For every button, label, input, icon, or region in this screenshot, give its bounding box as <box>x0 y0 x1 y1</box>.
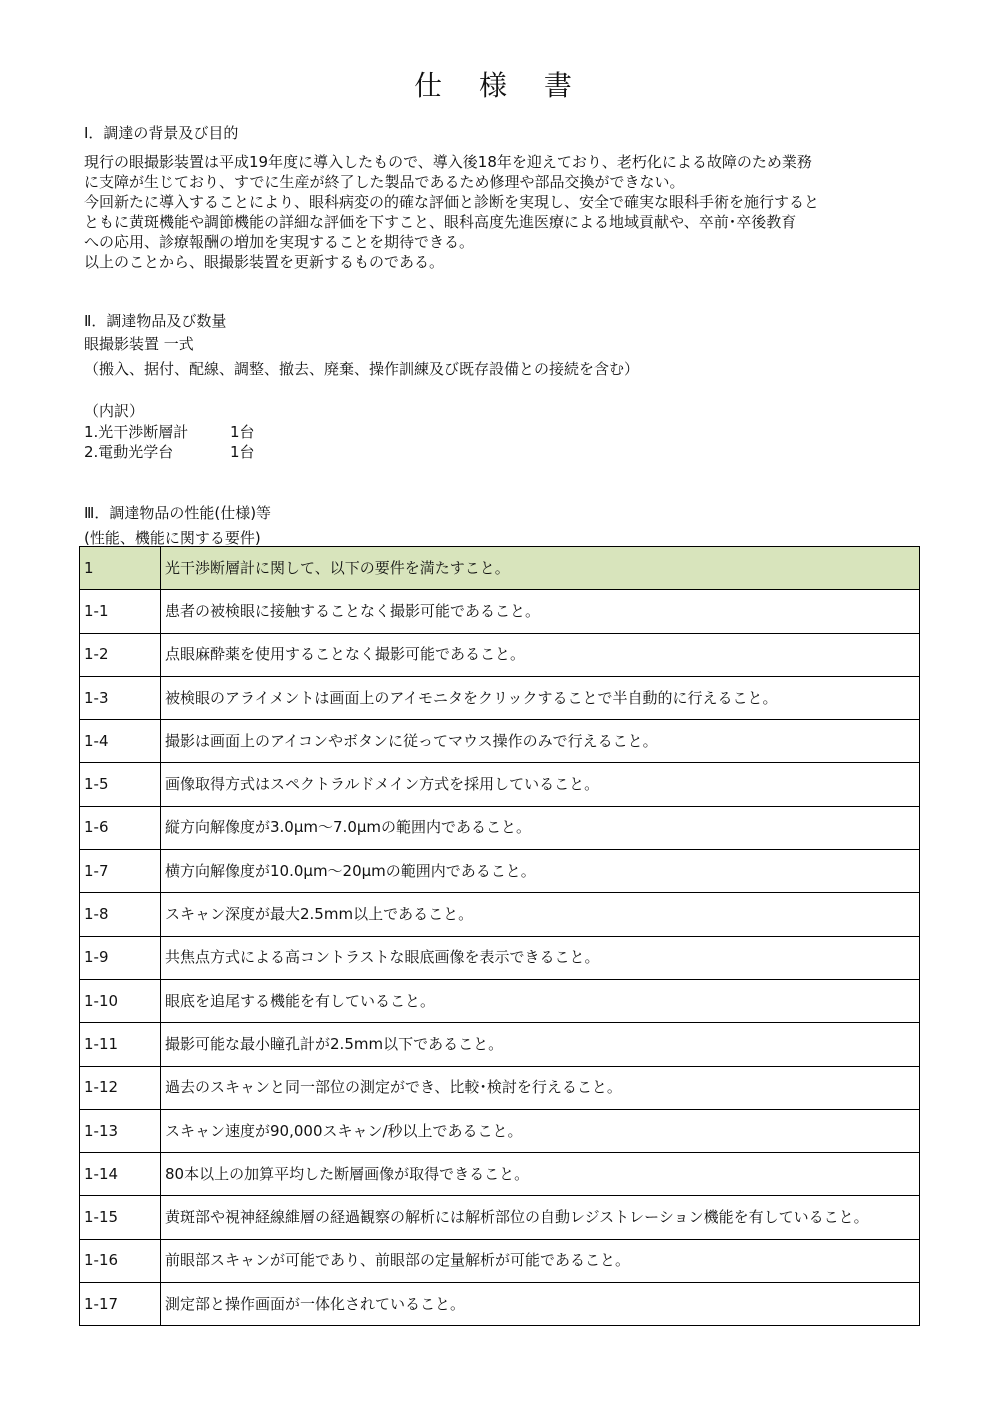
breakdown-item-qty: 1台 <box>230 443 255 461</box>
spec-number: 1-5 <box>80 763 161 806</box>
spec-number: 1-2 <box>80 633 161 676</box>
spec-table-row <box>80 979 920 1022</box>
spec-table-row <box>80 720 920 763</box>
spec-text: 患者の被検眼に接触することなく撮影可能であること。 <box>161 590 920 633</box>
spec-text: 点眼麻酔薬を使用することなく撮影可能であること。 <box>161 633 920 676</box>
spec-text: 黄斑部や視神経線維層の経過観察の解析には解析部位の自動レジストレーション機能を有していること。 <box>161 1196 920 1239</box>
spec-text: 横方向解像度が10.0μm～20μmの範囲内であること。 <box>161 850 920 893</box>
spec-number: 1-8 <box>80 893 161 936</box>
page-title: 仕 様 書 <box>414 69 586 102</box>
section2-heading: Ⅱ．調達物品及び数量 <box>84 312 227 330</box>
spec-number: 1-13 <box>80 1109 161 1152</box>
spec-table-row <box>80 1066 920 1109</box>
section1-line: 現行の眼撮影装置は平成19年度に導入したもので、導入後18年を迎えており、老朽化による故障のため業務 <box>84 153 812 171</box>
spec-number: 1-10 <box>80 979 161 1022</box>
spec-number: 1-3 <box>80 676 161 719</box>
spec-table-row <box>80 936 920 979</box>
spec-number: 1 <box>80 547 161 590</box>
spec-table-row <box>80 1239 920 1282</box>
spec-table-row <box>80 633 920 676</box>
spec-text: 測定部と操作画面が一体化されていること。 <box>161 1283 920 1326</box>
section3-subheading: (性能、機能に関する要件) <box>84 529 261 547</box>
procurement-note: （搬入、据付、配線、調整、撤去、廃棄、操作訓練及び既存設備との接続を含む） <box>84 360 640 378</box>
spec-number: 1-9 <box>80 936 161 979</box>
section1-line: 以上のことから、眼撮影装置を更新するものである。 <box>84 253 445 271</box>
spec-table-header-row <box>80 547 920 590</box>
section1-line: 今回新たに導入することにより、眼科病変の的確な評価と診断を実現し、安全で確実な眼科手術を施行すると <box>84 193 820 211</box>
spec-number: 1-7 <box>80 850 161 893</box>
section1-line: ともに黄斑機能や調節機能の詳細な評価を下すこと、眼科高度先進医療による地域貢献や、卒前･卒後教育 <box>84 213 797 231</box>
spec-number: 1-11 <box>80 1023 161 1066</box>
spec-text: スキャン速度が90,000スキャン/秒以上であること。 <box>161 1109 920 1152</box>
breakdown-item-qty: 1台 <box>230 423 255 441</box>
spec-text: 共焦点方式による高コントラストな眼底画像を表示できること。 <box>161 936 920 979</box>
spec-text: 画像取得方式はスペクトラルドメイン方式を採用していること。 <box>161 763 920 806</box>
spec-table-row <box>80 590 920 633</box>
spec-text: スキャン深度が最大2.5mm以上であること。 <box>161 893 920 936</box>
spec-text: 眼底を追尾する機能を有していること。 <box>161 979 920 1022</box>
spec-text: 縦方向解像度が3.0μm～7.0μmの範囲内であること。 <box>161 806 920 849</box>
spec-number: 1-15 <box>80 1196 161 1239</box>
spec-number: 1-12 <box>80 1066 161 1109</box>
breakdown-item-name: 2.電動光学台 <box>84 443 174 461</box>
spec-table-row <box>80 893 920 936</box>
breakdown-item-name: 1.光干渉断層計 <box>84 423 189 441</box>
spec-number: 1-17 <box>80 1283 161 1326</box>
spec-number: 1-6 <box>80 806 161 849</box>
procurement-item: 眼撮影装置 一式 <box>84 335 194 353</box>
spec-text: 被検眼のアライメントは画面上のアイモニタをクリックすることで半自動的に行えること。 <box>161 676 920 719</box>
spec-number: 1-14 <box>80 1153 161 1196</box>
section3-heading: Ⅲ．調達物品の性能(仕様)等 <box>84 504 272 522</box>
spec-text: 撮影は画面上のアイコンやボタンに従ってマウス操作のみで行えること。 <box>161 720 920 763</box>
spec-table-row <box>80 1196 920 1239</box>
spec-text: 過去のスキャンと同一部位の測定ができ、比較･検討を行えること。 <box>161 1066 920 1109</box>
spec-table-row <box>80 1109 920 1152</box>
spec-text: 撮影可能な最小瞳孔計が2.5mm以下であること。 <box>161 1023 920 1066</box>
breakdown-item <box>84 421 255 442</box>
section1-heading: Ⅰ．調達の背景及び目的 <box>84 124 239 142</box>
spec-table-row <box>80 1283 920 1326</box>
spec-table-row <box>80 1023 920 1066</box>
spec-table-row <box>80 676 920 719</box>
spec-table <box>79 546 920 1326</box>
section1-line: への応用、診療報酬の増加を実現することを期待できる。 <box>84 233 475 251</box>
spec-table-row <box>80 850 920 893</box>
section1-line: に支障が生じており、すでに生産が終了した製品であるため修理や部品交換ができない。 <box>84 173 685 191</box>
spec-number: 1-16 <box>80 1239 161 1282</box>
spec-number: 1-1 <box>80 590 161 633</box>
spec-number: 1-4 <box>80 720 161 763</box>
spec-text: 80本以上の加算平均した断層画像が取得できること。 <box>161 1153 920 1196</box>
spec-table-row <box>80 763 920 806</box>
spec-table-row <box>80 806 920 849</box>
spec-text: 前眼部スキャンが可能であり、前眼部の定量解析が可能であること。 <box>161 1239 920 1282</box>
spec-text: 光干渉断層計に関して、以下の要件を満たすこと。 <box>161 547 920 590</box>
spec-table-row <box>80 1153 920 1196</box>
breakdown-item <box>84 441 255 462</box>
section1-body <box>84 152 819 272</box>
breakdown-label: （内訳） <box>84 402 145 420</box>
